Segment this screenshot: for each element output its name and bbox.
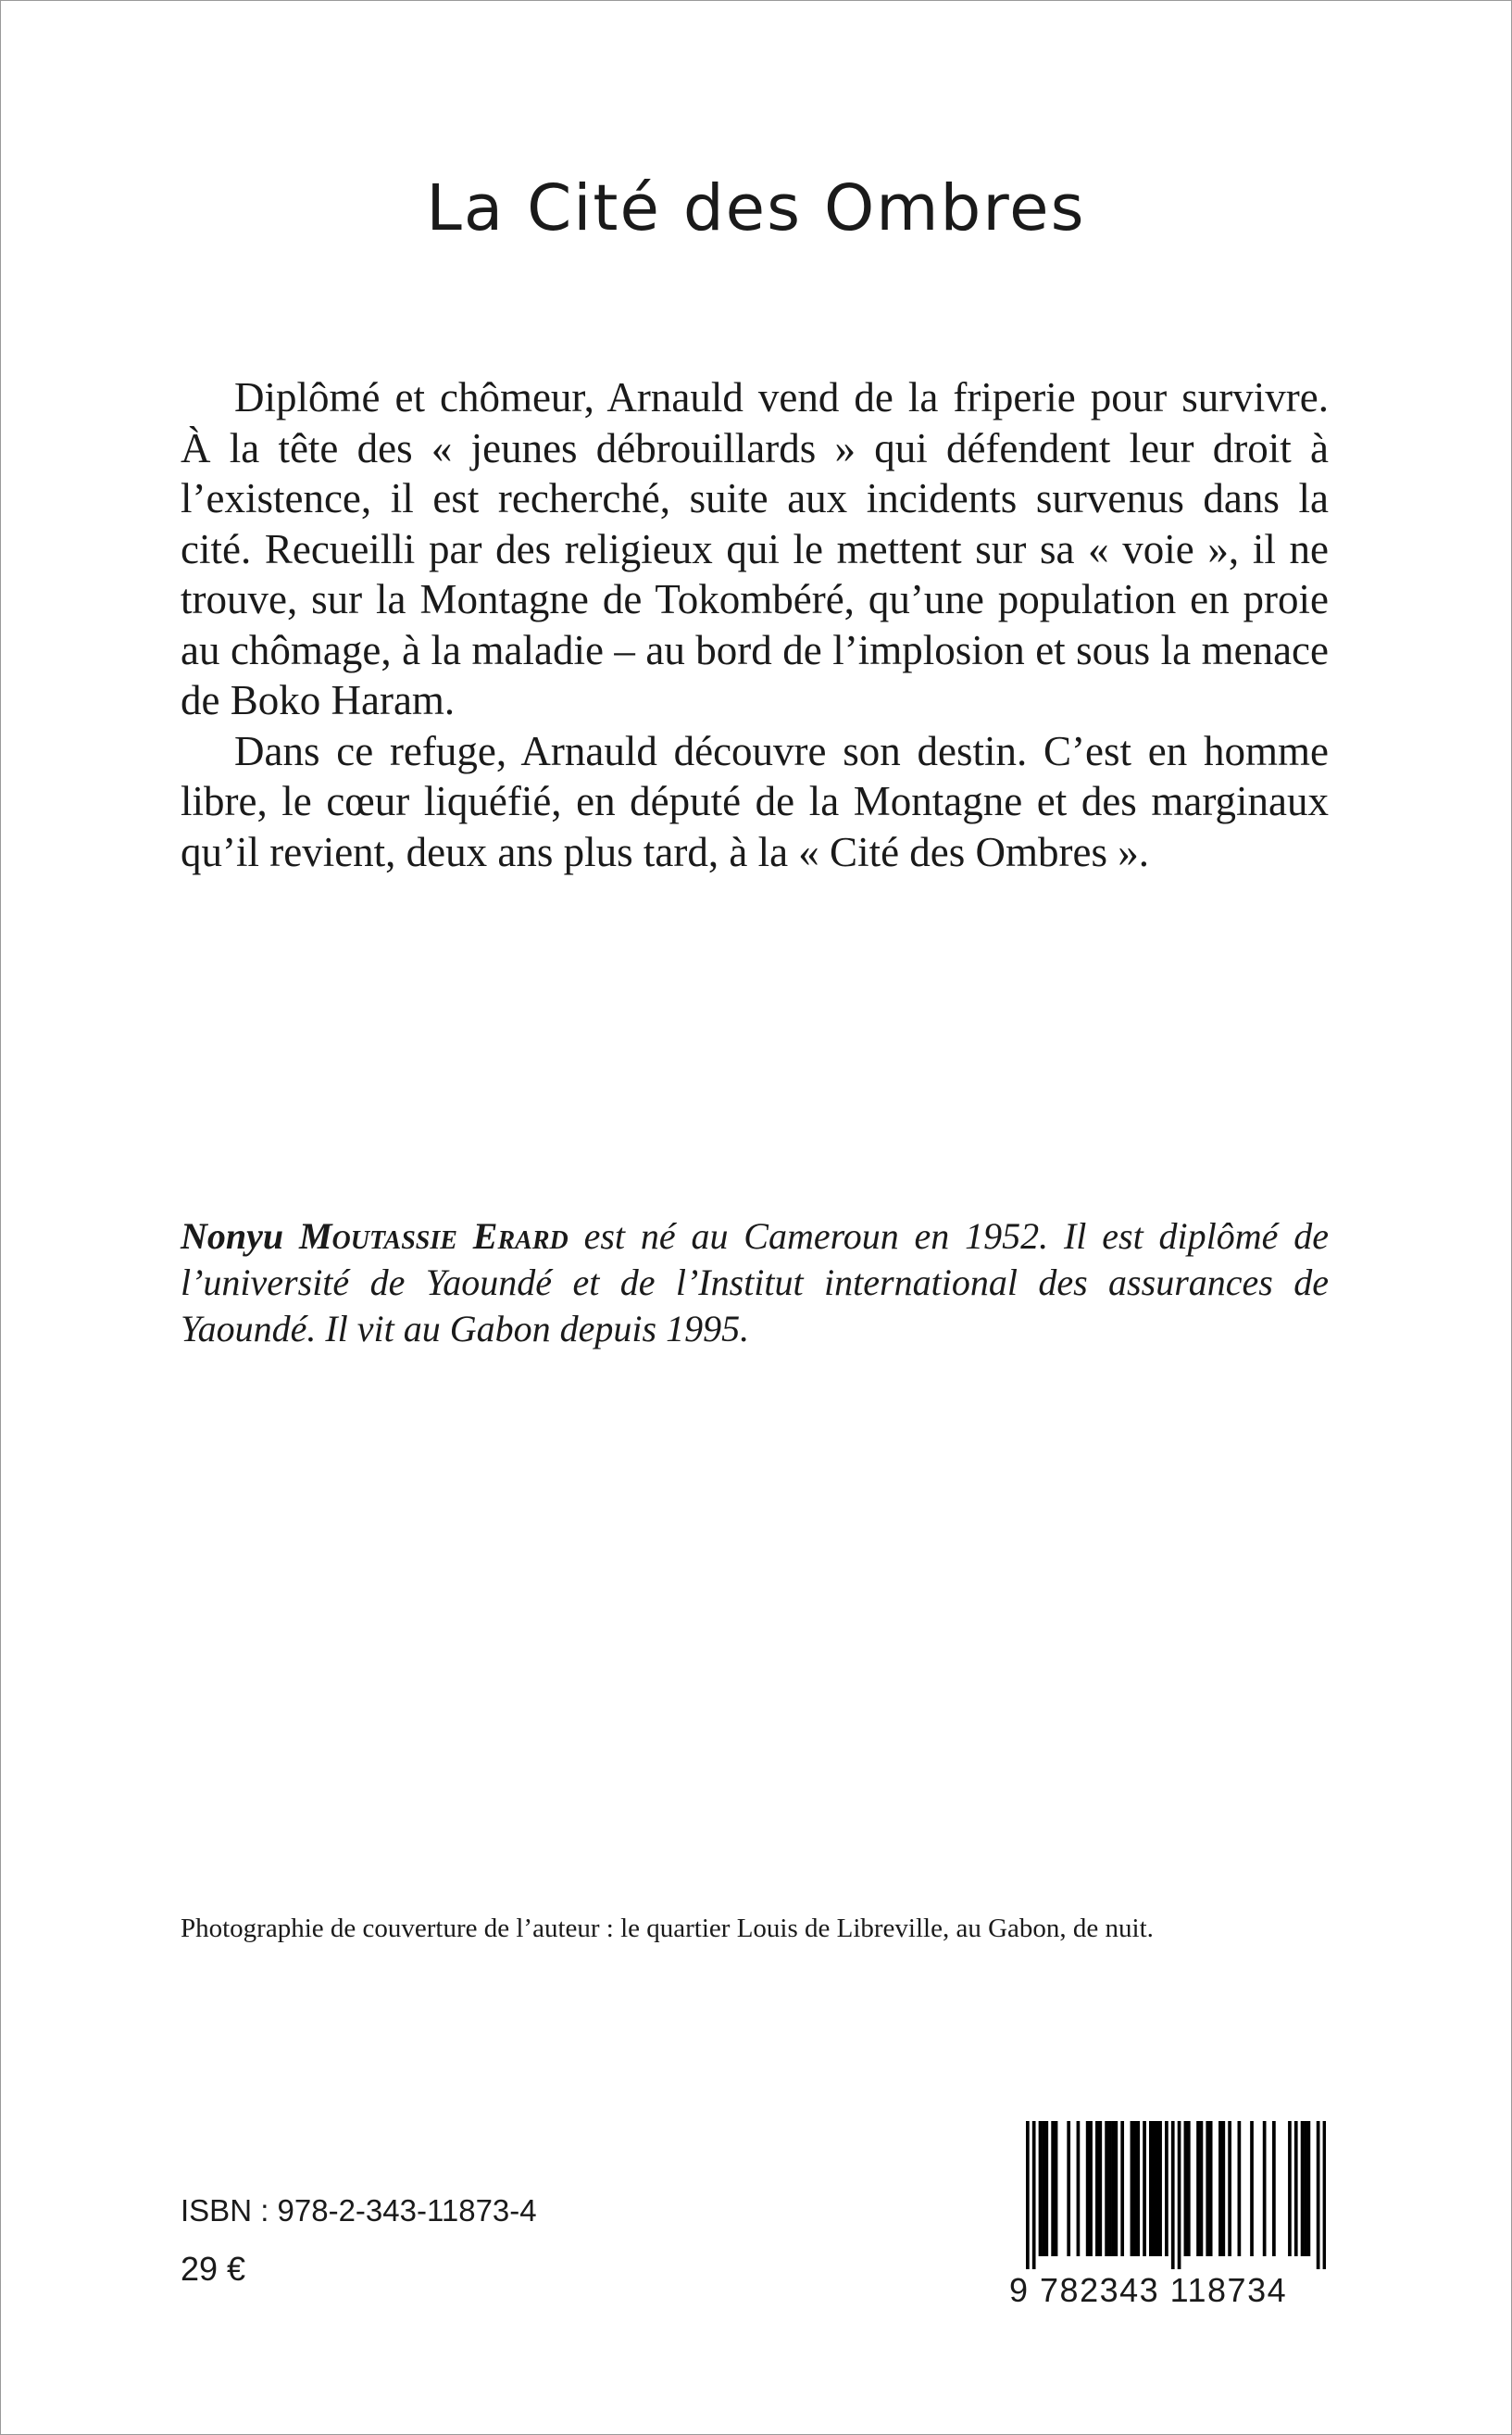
- barcode-bar: [1149, 2121, 1153, 2256]
- barcode-bar: [1184, 2121, 1188, 2256]
- barcode-bar: [1294, 2121, 1298, 2256]
- barcode-bar: [1178, 2121, 1181, 2269]
- author-last-name-1: Moutassie: [298, 1215, 457, 1257]
- book-summary: [181, 372, 1329, 877]
- barcode-bar: [1323, 2121, 1326, 2269]
- summary-paragraph-1: Diplômé et chômeur, Arnauld vend de la friperie pour survivre. À la tête des « jeunes débrouillards » qui défendent leur droit à l’existence, il est recherché, suite aux incidents survenus dans la cité. Recueilli par des religieux qui le mettent sur sa « voie », il ne trouve, sur la Montagne de Tokombéré, qu’une population en proie au chômage, à la maladie – au bord de l’implosion et sous la menace de Boko Haram.: [181, 374, 1329, 723]
- barcode-bar: [1187, 2121, 1191, 2256]
- barcode-bar: [1238, 2121, 1242, 2256]
- barcode-bar: [1209, 2121, 1213, 2256]
- barcode-bar: [1288, 2121, 1292, 2256]
- barcode-bar: [1067, 2121, 1070, 2256]
- barcode-bar: [1200, 2121, 1204, 2256]
- barcode-bar: [1089, 2121, 1093, 2256]
- barcode-bar: [1152, 2121, 1156, 2256]
- barcode-bar: [1218, 2121, 1222, 2256]
- barcode-bar: [1026, 2121, 1030, 2269]
- barcode-bar: [1039, 2121, 1043, 2256]
- author-last-name-2: Erard: [472, 1215, 569, 1257]
- price: 29 €: [181, 2250, 246, 2288]
- author-bio: [181, 1213, 1329, 1352]
- barcode-digits: 9 782343 118734: [1009, 2271, 1288, 2309]
- barcode-bar: [1032, 2121, 1036, 2269]
- barcode-bar: [1042, 2121, 1045, 2256]
- barcode-bar: [1114, 2121, 1118, 2256]
- barcode-bar: [1301, 2121, 1305, 2256]
- barcode-bar: [1304, 2121, 1307, 2256]
- barcode-bar: [1250, 2121, 1254, 2256]
- barcode-bar: [1307, 2121, 1311, 2256]
- barcode-bar: [1111, 2121, 1115, 2256]
- barcode-bar: [1171, 2121, 1175, 2269]
- author-name: [181, 1215, 569, 1257]
- barcode-bar: [1055, 2121, 1058, 2256]
- barcode-bar: [1095, 2121, 1099, 2256]
- barcode-bar: [1165, 2121, 1168, 2256]
- barcode-bar: [1206, 2121, 1209, 2256]
- summary-paragraph-2: Dans ce refuge, Arnauld découvre son destin. C’est en homme libre, le cœur liquéfié, en député de la Montagne et des marginaux qu’il revient, deux ans plus tard, à la « Cité des Ombres ».: [181, 727, 1329, 875]
- barcode-bar: [1156, 2121, 1159, 2256]
- barcode-bar: [1108, 2121, 1112, 2256]
- barcode-bar: [1143, 2121, 1146, 2256]
- barcode-bar: [1158, 2121, 1162, 2256]
- isbn: ISBN : 978-2-343-11873-4: [181, 2193, 537, 2228]
- barcode-bar: [1196, 2121, 1200, 2256]
- barcode-bar: [1317, 2121, 1320, 2269]
- barcode-bar: [1077, 2121, 1081, 2256]
- author-first-name: Nonyu: [181, 1215, 284, 1257]
- barcode-bar: [1136, 2121, 1140, 2256]
- barcode-bar: [1105, 2121, 1108, 2256]
- barcode-icon: [1026, 2121, 1326, 2269]
- barcode-bar: [1272, 2121, 1276, 2256]
- barcode-bar: [1086, 2121, 1090, 2256]
- barcode-bar: [1221, 2121, 1225, 2256]
- barcode-bar: [1044, 2121, 1048, 2256]
- barcode-bar: [1051, 2121, 1055, 2256]
- barcode-bar: [1131, 2121, 1134, 2256]
- photo-credit: Photographie de couverture de l’auteur : le quartier Louis de Libreville, au Gabon, de nuit.: [181, 1914, 1154, 1943]
- barcode-bar: [1263, 2121, 1267, 2256]
- author-bio-text: est né au Cameroun en 1952. Il est diplômé de l’université de Yaoundé et de l’Institut international des assurances de Yaoundé. Il vit au Gabon depuis 1995.: [181, 1215, 1329, 1349]
- barcode-bar: [1133, 2121, 1137, 2256]
- barcode-bar: [1098, 2121, 1102, 2256]
- barcode-bar: [1228, 2121, 1231, 2256]
- barcode-bar: [1120, 2121, 1124, 2256]
- book-title: La Cité des Ombres: [426, 171, 1086, 245]
